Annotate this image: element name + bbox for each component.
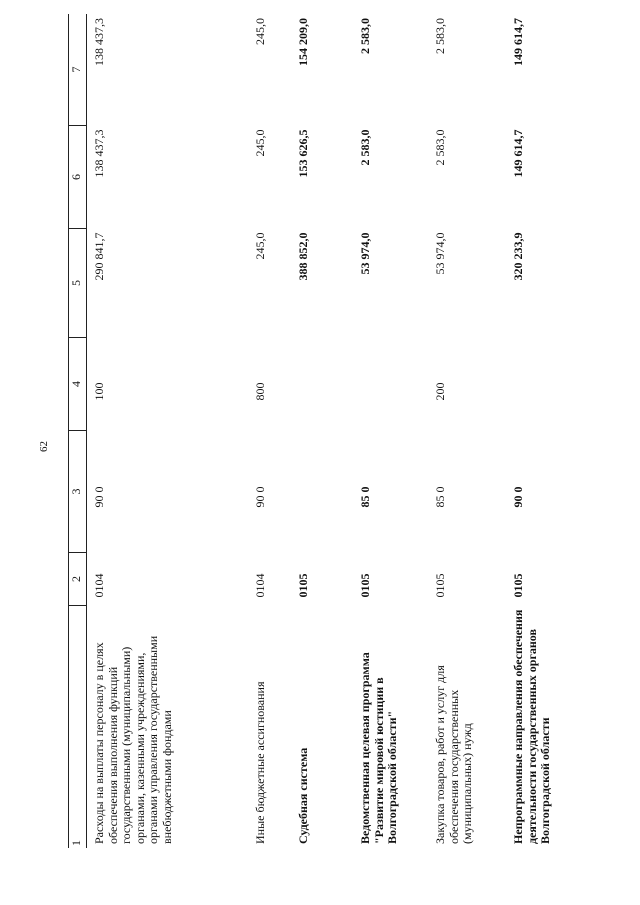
- header-col-2: 2: [69, 553, 87, 606]
- row-value-7: 2 583,0: [358, 18, 372, 54]
- row-program-code: [291, 431, 353, 553]
- row-value-7: 2 583,0: [433, 18, 447, 54]
- row-value-7: 154 209,0: [296, 18, 310, 66]
- row-section-code: 0105: [296, 573, 310, 598]
- header-col-5: 5: [69, 229, 87, 338]
- row-section-code: 0105: [358, 573, 372, 598]
- row-value-6: 2 583,0: [358, 129, 372, 166]
- row-value-5: 53 974,0: [433, 232, 447, 275]
- row-value-7: 245,0: [253, 18, 267, 45]
- table-row: [248, 14, 291, 848]
- page-number: 62: [38, 441, 50, 452]
- budget-table: [68, 14, 608, 848]
- row-value-6: 153 626,5: [296, 129, 310, 178]
- row-name: Расходы на выплаты персоналу в целях обеспечения выполнения функций государственными (муниципальными) органами, казенными учреждениями, органами управления государственными внебюджетными фондами: [92, 635, 174, 844]
- row-name: Закупка товаров, работ и услуг для обеспечения государственных (муниципальных) нужд: [433, 665, 474, 844]
- row-name: Судебная система: [296, 747, 310, 844]
- row-section-code: 0105: [511, 573, 525, 598]
- table-row: [87, 14, 249, 848]
- header-col-6: 6: [69, 126, 87, 229]
- row-value-7: 138 437,3: [92, 18, 106, 66]
- row-name: Иные бюджетные ассигнования: [253, 681, 267, 844]
- row-program-code: 90 0: [253, 486, 267, 508]
- row-expense-type: 800: [253, 382, 267, 401]
- row-expense-type: [291, 338, 353, 431]
- table-row: [506, 14, 608, 848]
- row-section-code: 0105: [433, 573, 447, 598]
- table-row: [353, 14, 428, 848]
- row-name: Ведомственная целевая программа "Развитие мировой юстиции в Волгоградской области": [358, 652, 399, 844]
- row-value-6: 138 437,3: [92, 129, 106, 178]
- row-expense-type: [506, 338, 608, 431]
- row-value-5: 245,0: [253, 232, 267, 260]
- header-row: [69, 14, 87, 848]
- row-value-6: 245,0: [253, 129, 267, 157]
- row-program-code: 85 0: [358, 486, 372, 508]
- row-value-5: 388 852,0: [296, 232, 310, 281]
- row-value-6: 2 583,0: [433, 129, 447, 166]
- row-expense-type: [353, 338, 428, 431]
- row-value-5: 290 841,7: [92, 232, 106, 281]
- table-row: [428, 14, 506, 848]
- table-row: [291, 14, 353, 848]
- row-program-code: 90 0: [511, 486, 525, 508]
- row-program-code: 90 0: [92, 486, 106, 508]
- row-value-5: 320 233,9: [511, 232, 525, 281]
- row-value-7: 149 614,7: [511, 18, 525, 66]
- row-program-code: 85 0: [433, 486, 447, 508]
- row-section-code: 0104: [253, 573, 267, 598]
- header-col-4: 4: [69, 338, 87, 431]
- row-value-6: 149 614,7: [511, 129, 525, 178]
- row-value-5: 53 974,0: [358, 232, 372, 275]
- row-section-code: 0104: [92, 573, 106, 598]
- row-name: Непрограммные направления обеспечения деятельности государственных органов Волгоградской области: [511, 609, 552, 844]
- budget-table-rotated: [68, 18, 620, 848]
- header-col-1: 1: [69, 606, 87, 849]
- header-col-3: 3: [69, 431, 87, 553]
- row-expense-type: 100: [92, 382, 106, 401]
- row-expense-type: 200: [433, 382, 447, 401]
- header-col-7: 7: [69, 14, 87, 126]
